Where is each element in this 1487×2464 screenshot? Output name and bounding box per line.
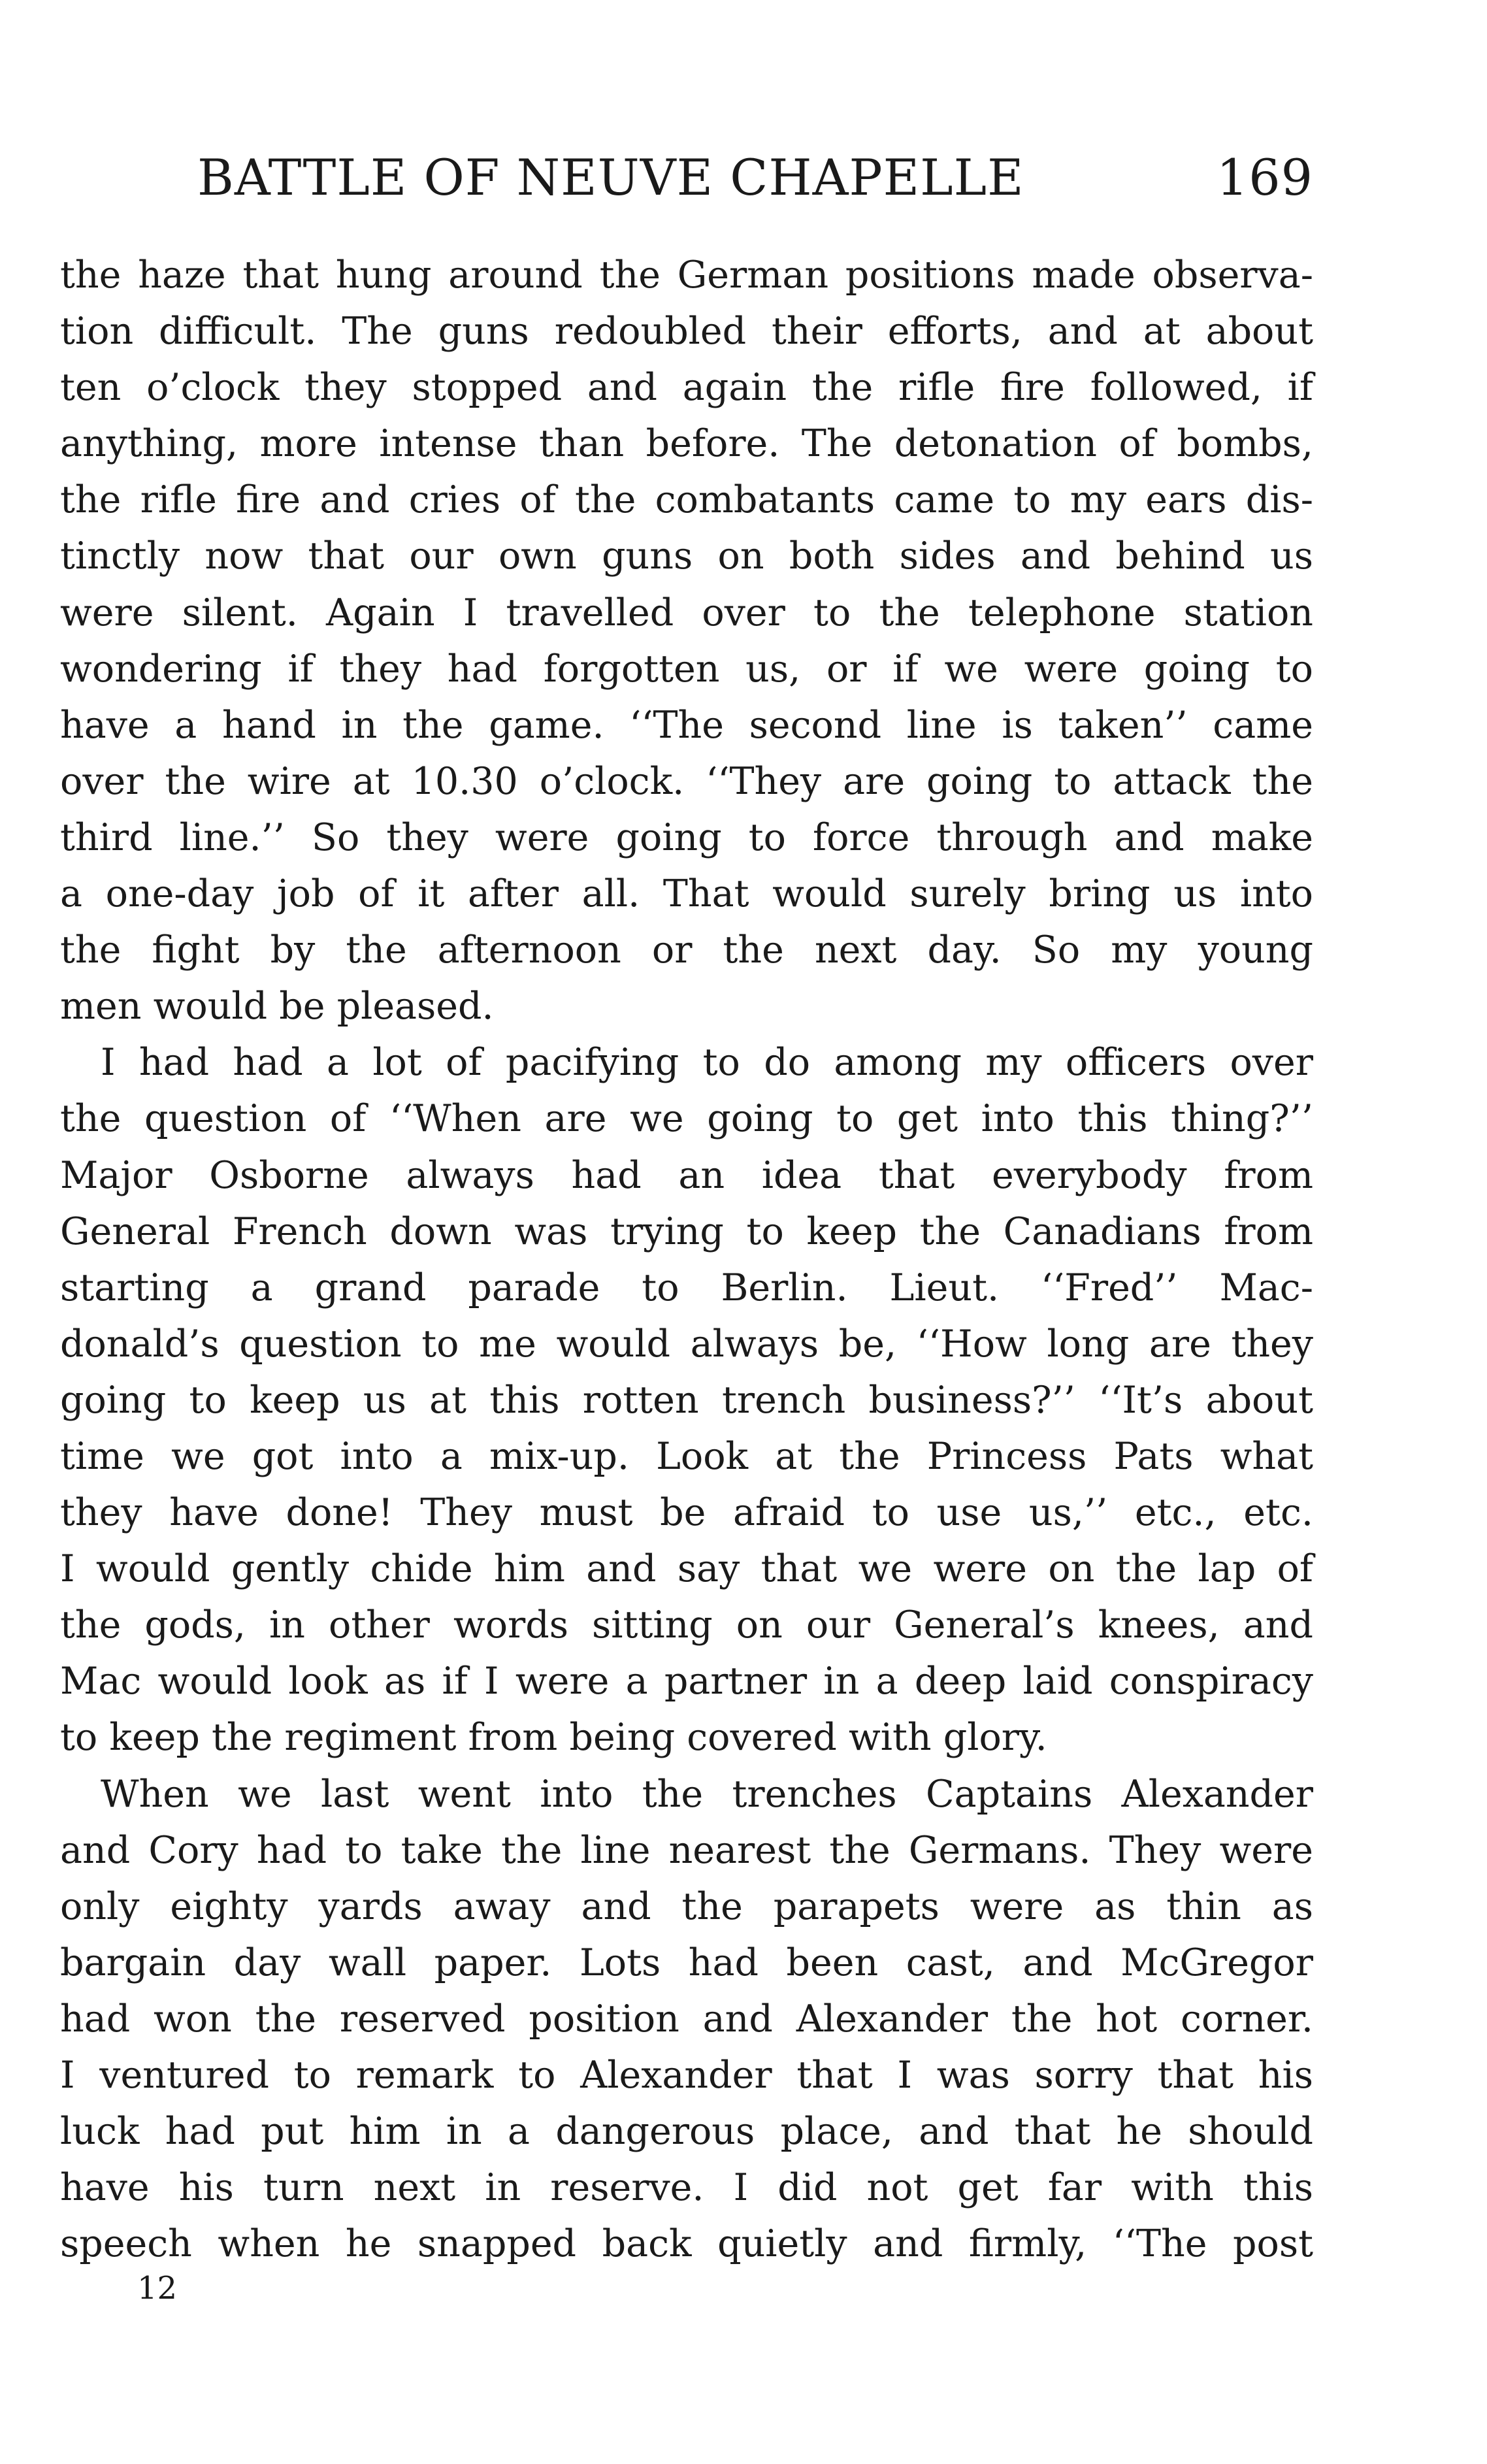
text-line: Mac would look as if I were a partner in a deep laid conspiracy — [60, 1660, 1313, 1703]
text-line: When we last went into the trenches Captains Alexander — [101, 1772, 1313, 1816]
text-line: over the wire at 10.30 o’clock. ‘‘They are going to attack the — [60, 759, 1313, 803]
text-line: luck had put him in a dangerous place, and that he should — [60, 2110, 1313, 2154]
text-line: the fight by the afternoon or the next day. So my young — [60, 928, 1313, 972]
body-text — [60, 247, 1313, 2272]
text-line: donald’s question to me would always be, ‘‘How long are they — [60, 1322, 1313, 1366]
signature-mark: 12 — [137, 2270, 178, 2307]
text-line: starting a grand parade to Berlin. Lieut. ‘‘Fred’’ Mac- — [60, 1266, 1313, 1309]
text-line: third line.’’ So they were going to force through and make — [60, 815, 1313, 859]
text-line: the question of ‘‘When are we going to get into this thing?’’ — [60, 1097, 1313, 1141]
text-line: I would gently chide him and say that we were on the lap of — [60, 1547, 1313, 1591]
text-line: have a hand in the game. ‘‘The second line is taken’’ came — [60, 703, 1313, 747]
text-line: and Cory had to take the line nearest the Germans. They were — [60, 1828, 1313, 1872]
text-line: Major Osborne always had an idea that everybody from — [60, 1153, 1313, 1197]
text-line: the rifle fire and cries of the combatants came to my ears dis- — [60, 478, 1313, 522]
text-line: going to keep us at this rotten trench business?’’ ‘‘It’s about — [60, 1378, 1313, 1422]
text-line: tion difficult. The guns redoubled their efforts, and at about — [60, 310, 1313, 353]
text-line: were silent. Again I travelled over to the telephone station — [60, 591, 1313, 634]
text-line: men would be pleased. — [60, 985, 494, 1028]
text-line: time we got into a mix-up. Look at the Princess Pats what — [60, 1434, 1313, 1478]
text-line: I ventured to remark to Alexander that I was sorry that his — [60, 2054, 1313, 2097]
text-line: bargain day wall paper. Lots had been cast, and McGregor — [60, 1941, 1313, 1984]
text-line: the gods, in other words sitting on our General’s knees, and — [60, 1603, 1313, 1647]
text-line: have his turn next in reserve. I did not get far with this — [60, 2166, 1313, 2210]
running-title: BATTLE OF NEUVE CHAPELLE — [197, 148, 1024, 206]
text-line: wondering if they had forgotten us, or if we were going to — [60, 647, 1313, 691]
text-line: tinctly now that our own guns on both sides and behind us — [60, 534, 1313, 578]
text-line: to keep the regiment from being covered with glory. — [60, 1716, 1047, 1760]
text-line: had won the reserved position and Alexander the hot corner. — [60, 1997, 1313, 2041]
text-line: only eighty yards away and the parapets were as thin as — [60, 1884, 1313, 1928]
page-number: 169 — [1216, 148, 1313, 206]
text-line: General French down was trying to keep the Canadians from — [60, 1209, 1313, 1253]
running-head — [60, 145, 1313, 210]
text-line: ten o’clock they stopped and again the rifle fire followed, if — [60, 366, 1313, 410]
text-line: they have done! They must be afraid to use us,’’ etc., etc. — [60, 1491, 1313, 1535]
text-line: I had had a lot of pacifying to do among my officers over — [101, 1041, 1313, 1085]
text-line: the haze that hung around the German positions made observa- — [60, 254, 1313, 297]
text-line: a one-day job of it after all. That would surely bring us into — [60, 872, 1313, 916]
text-line: speech when he snapped back quietly and firmly, ‘‘The post — [60, 2222, 1313, 2266]
text-line: anything, more intense than before. The detonation of bombs, — [60, 422, 1313, 466]
